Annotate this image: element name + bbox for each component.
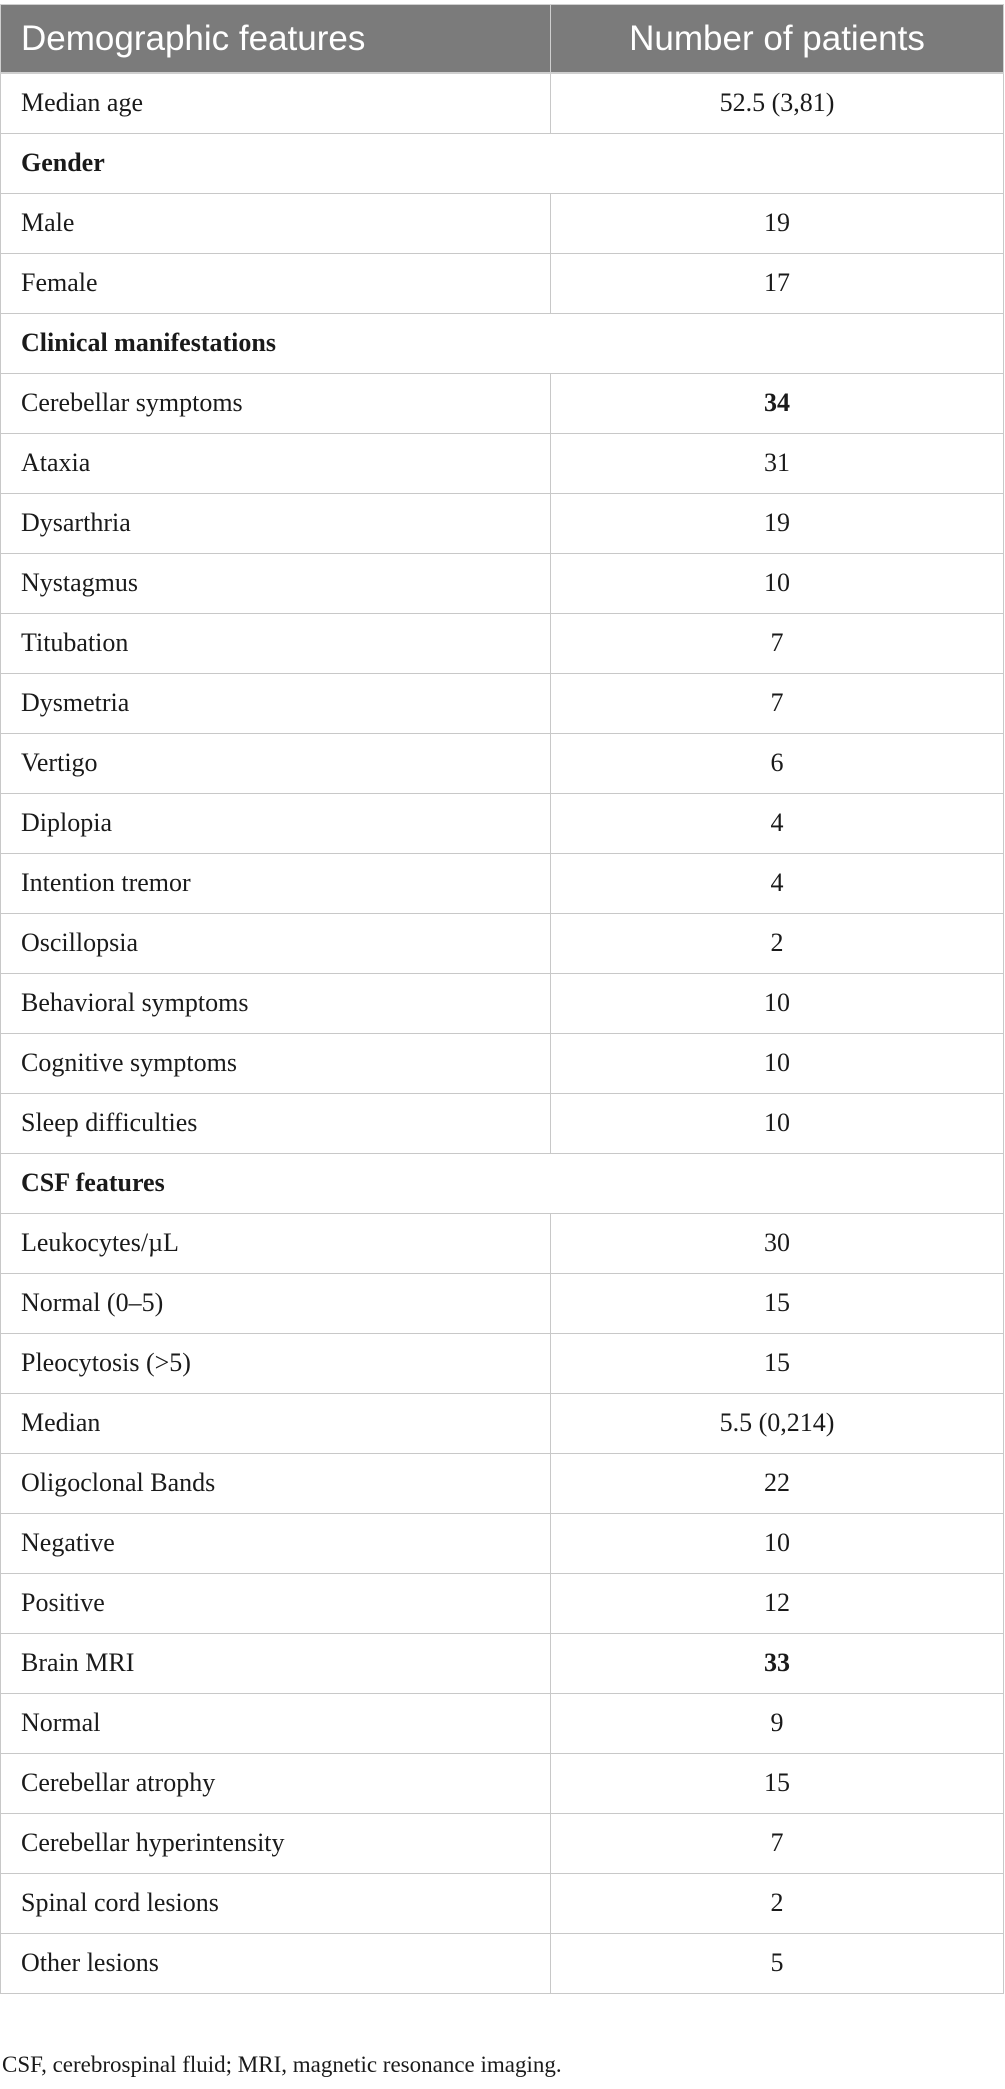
table-row <box>1 1453 1004 1513</box>
table-row <box>1 73 1004 133</box>
row-label: Female <box>1 253 551 313</box>
table-footnote: CSF, cerebrospinal fluid; MRI, magnetic resonance imaging. <box>2 2052 562 2077</box>
row-value: 22 <box>551 1453 1004 1513</box>
header-row <box>1 5 1004 74</box>
table-row <box>1 1573 1004 1633</box>
row-value: 5 <box>551 1933 1004 1993</box>
row-value: 6 <box>551 733 1004 793</box>
table-row <box>1 1033 1004 1093</box>
row-value: 2 <box>551 913 1004 973</box>
row-value: 10 <box>551 553 1004 613</box>
row-label: Leukocytes/µL <box>1 1213 551 1273</box>
table-row <box>1 733 1004 793</box>
table-row <box>1 973 1004 1033</box>
demographics-table <box>0 4 1004 1994</box>
row-value: 10 <box>551 1513 1004 1573</box>
row-label: Nystagmus <box>1 553 551 613</box>
row-value: 52.5 (3,81) <box>551 73 1004 133</box>
row-value: 5.5 (0,214) <box>551 1393 1004 1453</box>
row-label: Positive <box>1 1573 551 1633</box>
row-value: 10 <box>551 1033 1004 1093</box>
table-row <box>1 1813 1004 1873</box>
row-value: 7 <box>551 613 1004 673</box>
table-row <box>1 1393 1004 1453</box>
row-label: Sleep difficulties <box>1 1093 551 1153</box>
row-label: Cerebellar atrophy <box>1 1753 551 1813</box>
table-row <box>1 1873 1004 1933</box>
row-label: Intention tremor <box>1 853 551 913</box>
row-label: Cerebellar hyperintensity <box>1 1813 551 1873</box>
row-value: 4 <box>551 793 1004 853</box>
demographics-table-container <box>0 4 1003 1994</box>
table-row <box>1 1213 1004 1273</box>
row-label: Brain MRI <box>1 1633 551 1693</box>
table-row <box>1 553 1004 613</box>
row-label: Titubation <box>1 613 551 673</box>
column-header-patients: Number of patients <box>551 5 1004 74</box>
table-row <box>1 613 1004 673</box>
row-label: Other lesions <box>1 1933 551 1993</box>
section-label: CSF features <box>1 1153 1004 1213</box>
section-label: Gender <box>1 133 1004 193</box>
row-value: 33 <box>551 1633 1004 1693</box>
row-value: 34 <box>551 373 1004 433</box>
table-header <box>1 5 1004 74</box>
section-row <box>1 1153 1004 1213</box>
row-label: Diplopia <box>1 793 551 853</box>
row-label: Male <box>1 193 551 253</box>
row-value: 31 <box>551 433 1004 493</box>
table-body <box>1 73 1004 1993</box>
row-label: Oligoclonal Bands <box>1 1453 551 1513</box>
section-label: Clinical manifestations <box>1 313 1004 373</box>
table-row <box>1 193 1004 253</box>
table-row <box>1 1333 1004 1393</box>
row-label: Cognitive symptoms <box>1 1033 551 1093</box>
row-value: 15 <box>551 1333 1004 1393</box>
table-row <box>1 1273 1004 1333</box>
table-row <box>1 1513 1004 1573</box>
row-label: Behavioral symptoms <box>1 973 551 1033</box>
row-value: 9 <box>551 1693 1004 1753</box>
row-value: 30 <box>551 1213 1004 1273</box>
section-row <box>1 313 1004 373</box>
row-label: Dysmetria <box>1 673 551 733</box>
row-label: Spinal cord lesions <box>1 1873 551 1933</box>
table-row <box>1 793 1004 853</box>
table-row <box>1 433 1004 493</box>
row-value: 12 <box>551 1573 1004 1633</box>
row-label: Normal <box>1 1693 551 1753</box>
row-label: Median <box>1 1393 551 1453</box>
row-value: 15 <box>551 1753 1004 1813</box>
row-value: 17 <box>551 253 1004 313</box>
row-value: 2 <box>551 1873 1004 1933</box>
row-label: Ataxia <box>1 433 551 493</box>
section-row <box>1 133 1004 193</box>
row-value: 10 <box>551 973 1004 1033</box>
row-value: 7 <box>551 673 1004 733</box>
row-label: Cerebellar symptoms <box>1 373 551 433</box>
row-value: 19 <box>551 493 1004 553</box>
row-label: Oscillopsia <box>1 913 551 973</box>
table-row <box>1 253 1004 313</box>
table-row <box>1 493 1004 553</box>
row-value: 15 <box>551 1273 1004 1333</box>
row-value: 10 <box>551 1093 1004 1153</box>
table-row <box>1 1753 1004 1813</box>
table-row <box>1 673 1004 733</box>
table-row <box>1 853 1004 913</box>
table-row <box>1 913 1004 973</box>
row-label: Dysarthria <box>1 493 551 553</box>
row-label: Pleocytosis (>5) <box>1 1333 551 1393</box>
table-row <box>1 373 1004 433</box>
row-label: Normal (0–5) <box>1 1273 551 1333</box>
row-value: 19 <box>551 193 1004 253</box>
table-row <box>1 1933 1004 1993</box>
row-label: Vertigo <box>1 733 551 793</box>
table-row <box>1 1693 1004 1753</box>
row-value: 7 <box>551 1813 1004 1873</box>
table-row <box>1 1633 1004 1693</box>
row-label: Negative <box>1 1513 551 1573</box>
row-value: 4 <box>551 853 1004 913</box>
table-row <box>1 1093 1004 1153</box>
row-label: Median age <box>1 73 551 133</box>
column-header-features: Demographic features <box>1 5 551 74</box>
